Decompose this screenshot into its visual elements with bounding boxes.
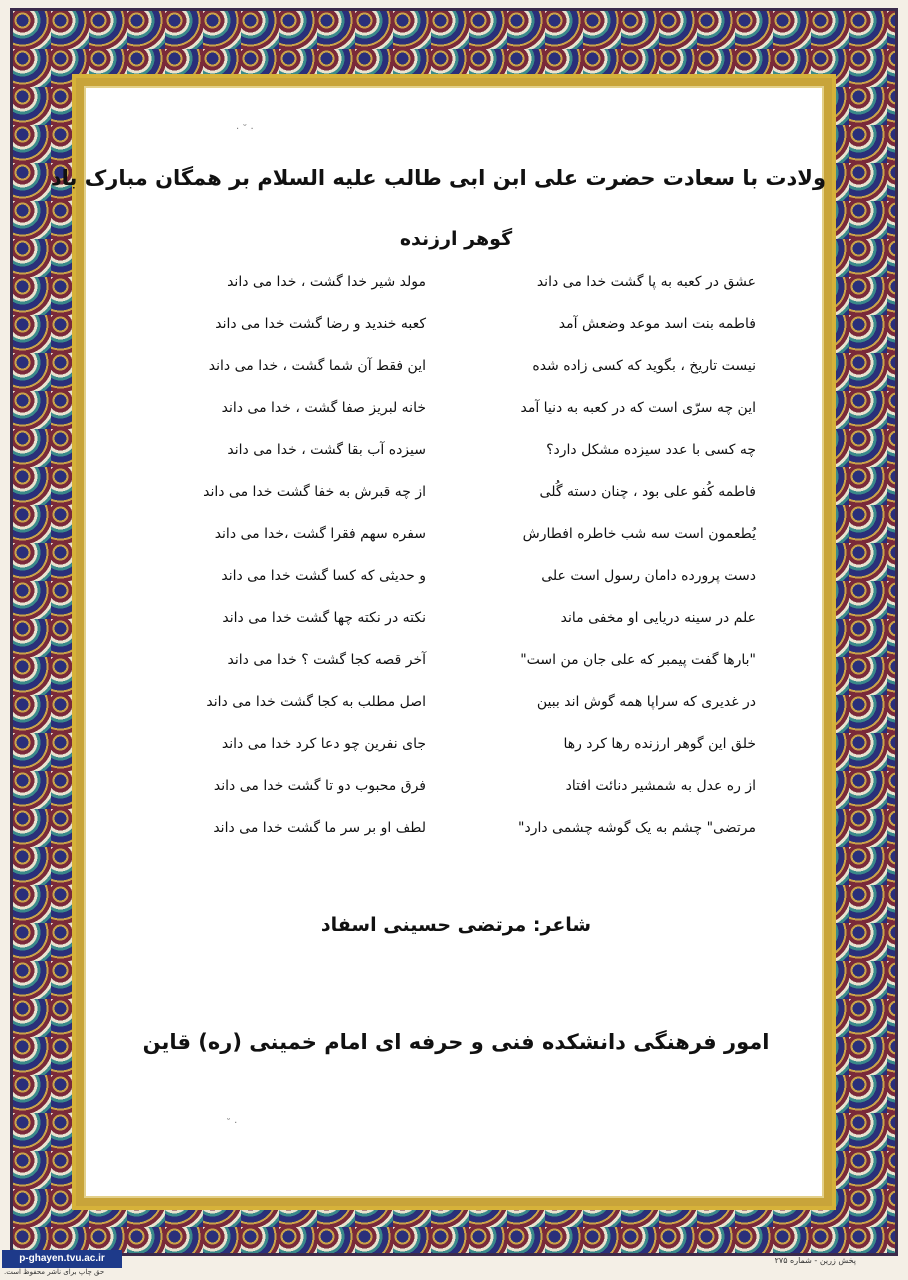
verse-right: دست پرورده دامان رسول است علی (541, 568, 756, 584)
verse-right: مرتضی" چشم به یک گوشه چشمی دارد" (518, 820, 756, 836)
poem-couplet (156, 778, 756, 808)
verse-left: نکته در نکته چها گشت خدا می داند (222, 610, 426, 626)
publisher-note: پخش زرین - شماره ۲۷۵ (774, 1256, 856, 1265)
verse-right: "بارها گفت پیمبر که علی جان من است" (520, 652, 756, 668)
verse-right: علم در سینه دریایی او مخفی ماند (560, 610, 756, 626)
poem-couplet (156, 736, 756, 766)
poem-couplet (156, 316, 756, 346)
verse-left: کعبه خندید و رضا گشت خدا می داند (215, 316, 426, 332)
verse-right: فاطمه بنت اسد موعد وضعش آمد (558, 316, 756, 332)
poem-couplet (156, 400, 756, 430)
verse-left: سفره سهم فقرا گشت ،خدا می داند (214, 526, 426, 542)
poem-couplet (156, 652, 756, 682)
ink-speck: · ˘ · (236, 124, 254, 135)
verse-right: عشق در کعبه به پا گشت خدا می داند (536, 274, 756, 290)
poem-couplet (156, 694, 756, 724)
verse-left: فرق محبوب دو تا گشت خدا می داند (213, 778, 426, 794)
verse-left: لطف او بر سر ما گشت خدا می داند (213, 820, 426, 836)
poster-title: ولادت با سعادت حضرت علی ابن ابی طالب علیه السلام بر همگان مبارک باد (50, 166, 826, 190)
poem-couplet (156, 610, 756, 640)
poster-paper (50, 86, 826, 1198)
site-watermark: p-ghayen.tvu.ac.ir (2, 1250, 122, 1268)
organization-credit: امور فرهنگی دانشکده فنی و حرفه ای امام خمینی (ره) قاین (142, 1030, 770, 1054)
verse-right: این چه سرّی است که در کعبه به دنیا آمد (520, 400, 756, 416)
poem-body (156, 274, 756, 854)
verse-right: نیست تاریخ ، بگوید که کسی زاده شده (532, 358, 756, 374)
poem-couplet (156, 442, 756, 472)
verse-left: آخر قصه کجا گشت ؟ خدا می داند (227, 652, 426, 668)
verse-left: مولد شیر خدا گشت ، خدا می داند (227, 274, 426, 290)
verse-left: این فقط آن شما گشت ، خدا می داند (208, 358, 426, 374)
poet-credit: شاعر: مرتضی حسینی اسفاد (320, 914, 592, 936)
verse-left: خانه لبریز صفا گشت ، خدا می داند (221, 400, 426, 416)
verse-left: و حدیثی که کسا گشت خدا می داند (221, 568, 426, 584)
ink-speck: ˘ · (226, 1118, 238, 1129)
verse-left: سیزده آب بقا گشت ، خدا می داند (227, 442, 426, 458)
copyright-note: حق چاپ برای ناشر محفوظ است. (4, 1268, 105, 1276)
verse-right: از ره عدل به شمشیر دنائت افتاد (565, 778, 756, 794)
verse-right: یُطعمون است سه شب خاطره افطارش (522, 526, 756, 542)
poem-couplet (156, 358, 756, 388)
poem-couplet (156, 274, 756, 304)
verse-right: در غدیری که سراپا همه گوش اند ببین (536, 694, 756, 710)
poem-couplet (156, 820, 756, 850)
poem-couplet (156, 568, 756, 598)
poem-couplet (156, 484, 756, 514)
verse-right: فاطمه کُفو علی بود ، چنان دسته گُلی (539, 484, 756, 500)
verse-left: جای نفرین چو دعا کرد خدا می داند (221, 736, 426, 752)
poem-title: گوهر ارزنده (399, 228, 513, 250)
verse-right: چه کسی با عدد سیزده مشکل دارد؟ (546, 442, 756, 458)
poem-couplet (156, 526, 756, 556)
verse-left: از چه قبرش به خفا گشت خدا می داند (203, 484, 426, 500)
verse-right: خلق این گوهر ارزنده رها کرد رها (563, 736, 756, 752)
verse-left: اصل مطلب به کجا گشت خدا می داند (206, 694, 426, 710)
